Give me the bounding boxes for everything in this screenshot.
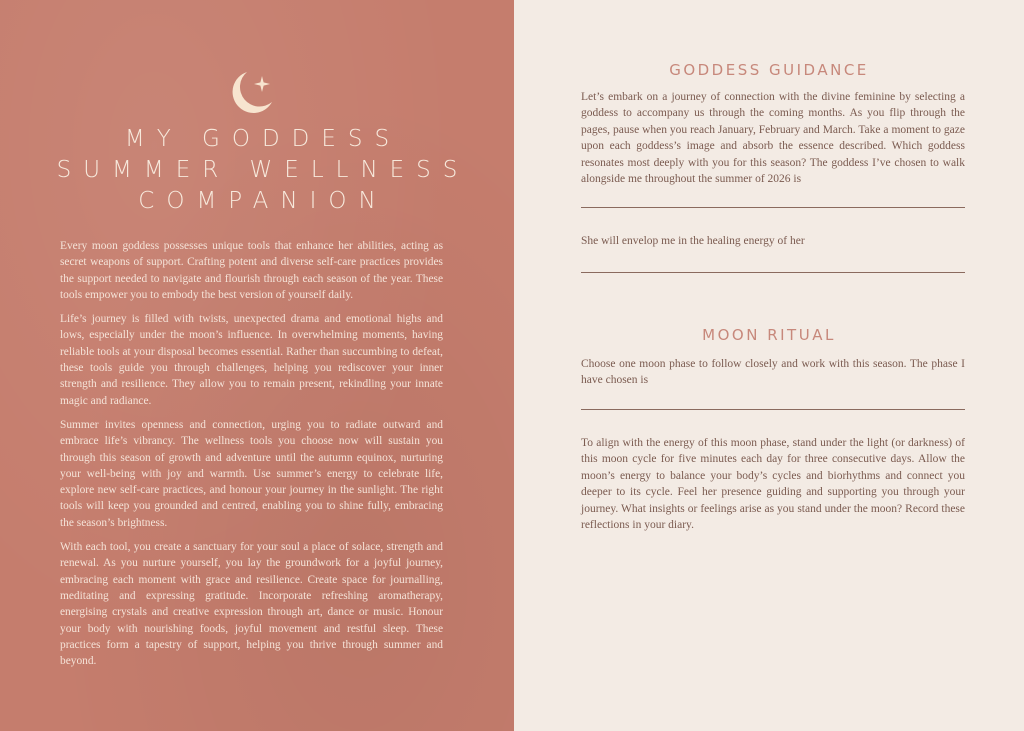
paragraph-summer: Summer invites openness and connection, urging you to radiate outward and embrace life’s vibrancy. The wellness tools you choose now will sustain you through this season of growth and adventure until the autumn equinox, nurturing your well-being with joy and warmth. Use summer’s energy to celebrate life, explore new self-care practices, and honour your journey in the sunlight. The right tools will keep you grounded and centred, enabling you to shine fully, embracing the season’s brightness. <box>60 418 443 529</box>
moon-phase-answer-line[interactable] <box>581 409 965 410</box>
moon-phase-prompt: Choose one moon phase to follow closely and work with this season. The phase I have chosen is <box>581 358 965 387</box>
title-line-3: COMPANION <box>138 188 388 214</box>
moon-ritual-heading: MOON RITUAL <box>702 326 836 344</box>
goddess-guidance-heading: GODDESS GUIDANCE <box>669 61 869 79</box>
goddess-guidance-text: Let’s embark on a journey of connection with the divine feminine by selecting a goddess to accompany us through the coming months. As you flip through the pages, pause when you reach January, February and March. Take a moment to gaze upon each goddess’s image and absorb the essence described. Which goddess resonates most deeply with you for this season? The goddess I’ve chosen to walk alongside me throughout the summer of 2026 is <box>581 91 965 186</box>
goddess-answer-line[interactable] <box>581 207 965 208</box>
healing-energy-prompt: She will envelop me in the healing energy of her <box>581 235 805 247</box>
left-body-text <box>60 238 443 677</box>
paragraph-journey: Life’s journey is filled with twists, unexpected drama and emotional highs and lows, especially under the moon’s influence. In overwhelming moments, having reliable tools at your disposal becomes essential. Rather than succumbing to defeat, these tools guide you through challenges, helping you rediscover your inner strength and resilience. They allow you to remain present, rekindling your innate magic and radiance. <box>60 313 443 407</box>
moon-ritual-instructions: To align with the energy of this moon phase, stand under the light (or darkness) of this moon cycle for five minutes each day for three consecutive days. Allow the moon’s energy to balance your body’s cycles and biorhythms and connect you deeper to its cycle. Feel her presence guiding and supporting you through your journey. What insights or feelings arise as you stand under the moon? Record these reflections in your diary. <box>581 437 965 532</box>
right-page <box>514 0 1024 731</box>
title-line-1: MY GODDESS <box>124 126 402 152</box>
paragraph-tools: Every moon goddess possesses unique tools that enhance her abilities, acting as secret weapons of support. Crafting potent and diverse self-care practices provides the support needed to navigate and flourish through each season of the year. These tools empower you to embody the best version of yourself daily. <box>60 240 443 301</box>
paragraph-sanctuary: With each tool, you create a sanctuary for your soul a place of solace, strength and renewal. As you nurture yourself, you lay the groundwork for a joyful journey, embracing each moment with grace and resilience. Create space for journalling, meditating and expressing gratitude. Incorporate refreshing aromatherapy, energising crystals and creative expression through art, dance or music. Honour your body with nourishing foods, joyful movement and restful sleep. These practices form a tapestry of support, helping you thrive through summer and beyond. <box>60 541 443 668</box>
healing-energy-answer-line[interactable] <box>581 272 965 273</box>
title-line-2: SUMMER WELLNESS <box>56 157 470 183</box>
crescent-moon-star-icon <box>226 68 276 118</box>
page-title <box>40 124 474 217</box>
